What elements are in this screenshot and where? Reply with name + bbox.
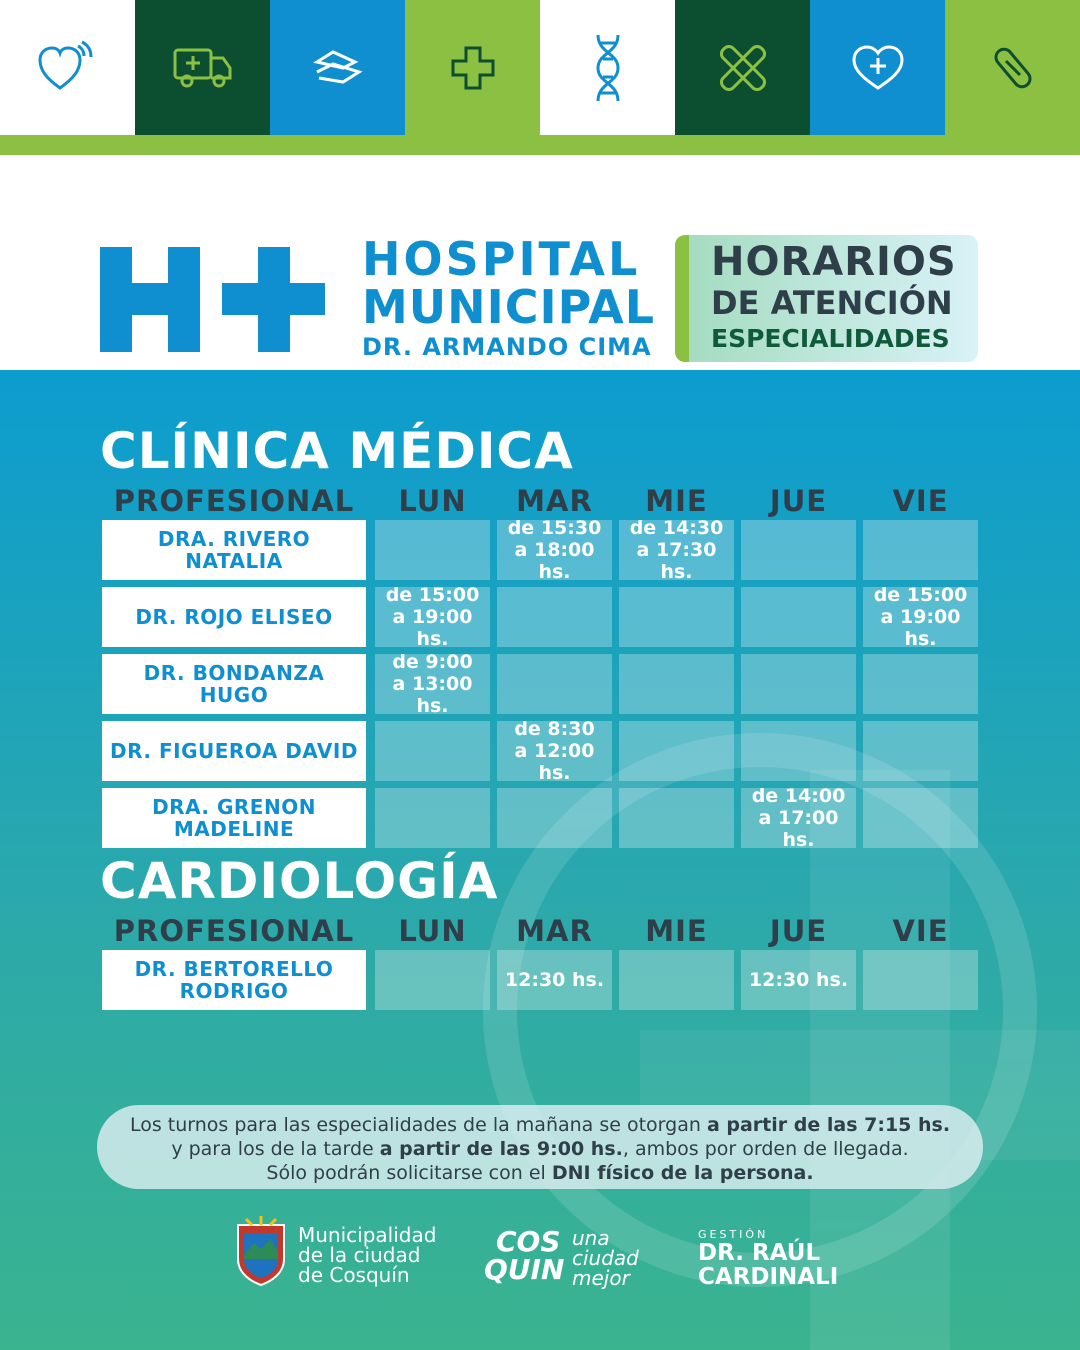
clinica-cell-vie [863,520,978,580]
clinica-header-vie: VIE [892,484,949,518]
cos-text: COS [496,1225,561,1258]
ambulance-icon [173,46,233,90]
clinica-doctor-name: DR. BONDANZA HUGO [102,654,366,714]
clinica-header-lun: LUN [398,484,467,518]
cross-icon [451,46,495,90]
cardio-cell-mar: 12:30 hs. [497,950,612,1010]
clinica-cell-jue [741,520,856,580]
clinica-cell-mar [497,788,612,848]
tile-ambulance [135,0,270,135]
ciudad-text: ciudad [572,1246,639,1270]
mejor-text: mejor [572,1266,630,1290]
gestion-text: GESTIÓN [698,1228,769,1241]
dna-icon [593,33,623,103]
clinica-cell-vie: de 15:00 a 19:00 hs. [863,587,978,647]
hospital-line1: HOSPITAL [362,232,641,286]
cardio-header-mar: MAR [516,914,593,948]
una-text: una [572,1226,610,1250]
clinica-cell-lun [375,721,490,781]
cardio-cell-mie [619,950,734,1010]
clinica-doctor-name: DRA. RIVERO NATALIA [102,520,366,580]
tile-cross [405,0,540,135]
box-line3: ESPECIALIDADES [711,324,950,353]
hospital-h-plus-logo [100,247,325,352]
cardio-cell-vie [863,950,978,1010]
cardio-cell-jue: 12:30 hs. [741,950,856,1010]
clinica-cell-mie: de 14:30 a 17:30 hs. [619,520,734,580]
clinica-header-profesional: PROFESIONAL [113,484,355,518]
note-text-1: Los turnos para las especialidades de la mañana se otorgan [129,1114,707,1136]
clinica-doctor-name: DR. FIGUEROA DAVID [102,721,366,781]
clinica-cell-jue: de 14:00 a 17:00 hs. [741,788,856,848]
clinica-cell-lun [375,788,490,848]
top-icon-strip [0,0,1080,135]
note-bold-3: DNI físico de la persona. [551,1162,814,1184]
quin-text: QUIN [484,1253,565,1286]
tile-pill [945,0,1080,135]
clinica-doctor-name: DRA. GRENON MADELINE [102,788,366,848]
cardio-header-mie: MIE [645,914,708,948]
clinica-cell-jue [741,654,856,714]
clinica-header-mar: MAR [516,484,593,518]
green-band [0,135,1080,155]
tile-dna [540,0,675,135]
clinica-cell-mie [619,721,734,781]
clinica-cell-jue [741,721,856,781]
clinica-section-title: CLÍNICA MÉDICA [100,422,574,480]
clinica-cell-vie [863,654,978,714]
clinica-cell-mie [619,587,734,647]
box-line1: HORARIOS [711,239,957,285]
box-line2: DE ATENCIÓN [711,284,953,322]
info-note [97,1105,983,1189]
clinica-cell-vie [863,788,978,848]
header [0,155,1080,370]
cardio-header-profesional: PROFESIONAL [113,914,355,948]
clinica-cell-lun [375,520,490,580]
clinica-cell-vie [863,721,978,781]
hands-care-icon [313,48,363,88]
note-text-4: Sólo podrán solicitarse con el [266,1162,552,1184]
clinica-cell-mar [497,654,612,714]
note-bold-2: a partir de las 9:00 hs. [379,1138,623,1160]
clinica-header-mie: MIE [645,484,708,518]
clinica-cell-lun: de 9:00 a 13:00 hs. [375,654,490,714]
note-bold-1: a partir de las 7:15 hs. [706,1114,951,1136]
clinica-cell-jue [741,587,856,647]
clinica-header-jue: JUE [769,484,828,518]
cardio-cell-lun [375,950,490,1010]
clinica-cell-mie [619,788,734,848]
pill-icon [991,46,1035,90]
cardio-header-lun: LUN [398,914,467,948]
clinica-cell-lun: de 15:00 a 19:00 hs. [375,587,490,647]
heart-cross-icon [851,44,905,92]
cardio-header-vie: VIE [892,914,949,948]
gestion-logo [698,1228,838,1289]
tile-heart-cross [810,0,945,135]
clinica-cell-mar [497,587,612,647]
hospital-name [362,232,656,363]
hospital-line2: MUNICIPAL [362,280,656,334]
muni-line2: de la ciudad [298,1243,421,1267]
cardio-section-title: CARDIOLOGÍA [100,852,499,910]
clinica-cell-mie [619,654,734,714]
bandage-icon [718,43,768,93]
muni-line3: de Cosquín [298,1263,410,1287]
gestion-line1: DR. RAÚL [698,1240,821,1266]
coat-of-arms-icon [234,1215,288,1287]
gestion-line2: CARDINALI [698,1264,839,1290]
tile-heart [0,0,135,135]
note-text-2: y para los de la tarde [171,1138,380,1160]
schedule-title-box [675,235,978,362]
note-text-3: , ambos por orden de llegada. [622,1138,909,1160]
cardio-header-jue: JUE [769,914,828,948]
hospital-line3: DR. ARMANDO CIMA [362,333,652,361]
muni-line1: Municipalidad [298,1223,437,1247]
main-panel [0,370,1080,1350]
cardio-doctor-name: DR. BERTORELLO RODRIGO [102,950,366,1010]
heart-signal-icon [38,40,98,96]
clinica-cell-mar: de 15:30 a 18:00 hs. [497,520,612,580]
clinica-doctor-name: DR. ROJO ELISEO [102,587,366,647]
clinica-cell-mar: de 8:30 a 12:00 hs. [497,721,612,781]
tile-hands [270,0,405,135]
tile-bandage [675,0,810,135]
